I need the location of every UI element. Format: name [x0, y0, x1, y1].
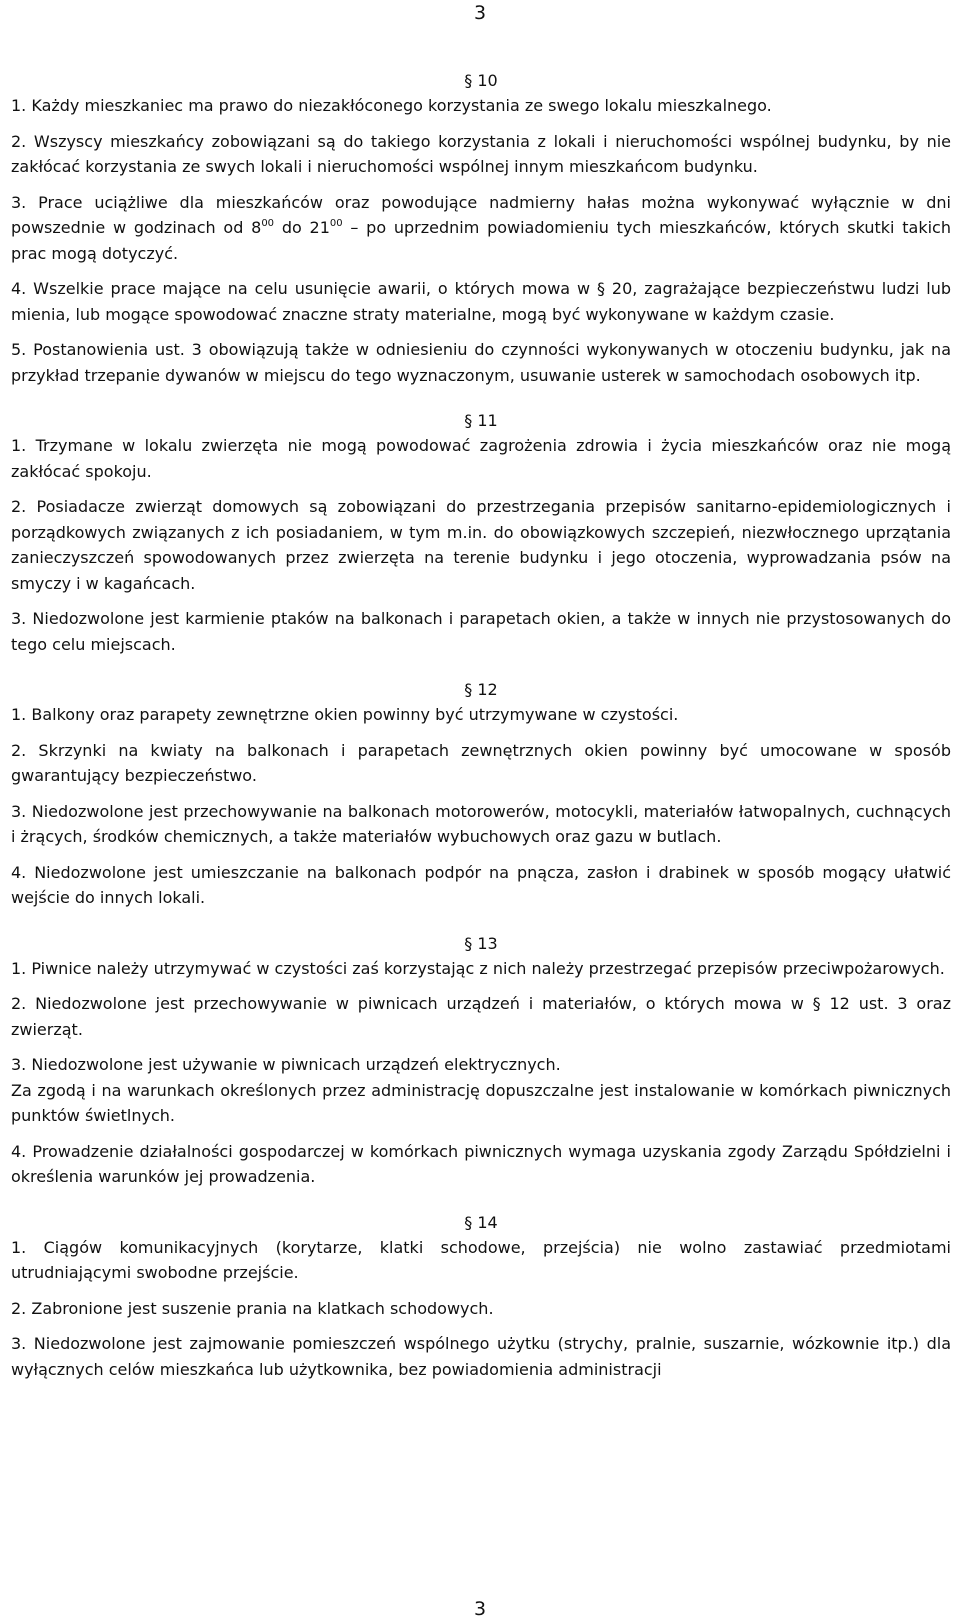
section-title: § 12	[464, 680, 498, 699]
section-11	[11, 408, 951, 657]
paragraph: 2. Posiadacze zwierząt domowych są zobowiązani do przestrzegania przepisów sanitarno-epidemiologicznych i porządkowych związanych z ich posiadaniem, w tym m.in. do obowiązkowych szczepień, niezwłocznego uprzątania zanieczyszczeń spowodowanych przez zwierzęta na terenie budynku i jego otoczenia, wyprowadzania psów na smyczy i w kagańcach.	[11, 497, 951, 593]
paragraph: 4. Prowadzenie działalności gospodarczej w komórkach piwnicznych wymaga uzyskania zgody Zarządu Spółdzielni i określenia warunków jej prowadzenia.	[11, 1141, 951, 1186]
paragraph-text: – po uprzednim powiadomieniu tych mieszkańców, których skutki takich prac mogą dotyczyć.	[11, 218, 951, 263]
paragraph-text: 3. Prace uciążliwe dla mieszkańców oraz powodujące nadmierny hałas można wykonywać wyłącznie w dni powszednie w godzinach od 8	[11, 192, 951, 237]
paragraph: 2. Zabronione jest suszenie prania na klatkach schodowych.	[11, 1298, 494, 1318]
section-14	[11, 1210, 951, 1383]
paragraph: 3. Niedozwolone jest karmienie ptaków na balkonach i parapetach okien, a także w innych nie przystosowanych do tego celu miejscach.	[11, 609, 951, 654]
section-title: § 11	[464, 411, 498, 430]
paragraph: 5. Postanowienia ust. 3 obowiązują także w odniesieniu do czynności wykonywanych w otoczeniu budynku, jak na przykład trzepanie dywanów w miejscu do tego wyznaczonym, usuwanie usterek w samochodach osobowych itp.	[11, 340, 951, 385]
paragraph: 1. Piwnice należy utrzymywać w czystości zaś korzystając z nich należy przestrzegać przepisów przeciwpożarowych.	[11, 958, 945, 978]
paragraph: 1. Ciągów komunikacyjnych (korytarze, klatki schodowe, przejścia) nie wolno zastawiać przedmiotami utrudniającymi swobodne przejście.	[11, 1237, 951, 1282]
paragraph	[11, 190, 951, 267]
superscript: 00	[329, 218, 343, 229]
paragraph: 3. Niedozwolone jest używanie w piwnicach urządzeń elektrycznych.	[11, 1055, 561, 1074]
superscript: 00	[261, 218, 275, 229]
section-title: § 14	[464, 1212, 498, 1232]
document-body	[0, 68, 960, 1392]
page-number-top: 3	[473, 2, 487, 24]
paragraph: 2. Skrzynki na kwiaty na balkonach i parapetach zewnętrznych okien powinny być umocowane w sposób gwarantujący bezpieczeństwo.	[11, 740, 951, 785]
paragraph: 4. Wszelkie prace mające na celu usunięcie awarii, o których mowa w § 20, zagrażające bezpieczeństwu ludzi lub mienia, lub mogące spowodować znaczne straty materialne, mogą być wykonywane w każdym czasie.	[11, 279, 951, 324]
paragraph-text: do 21	[274, 218, 330, 237]
paragraph: 1. Balkony oraz parapety zewnętrzne okien powinny być utrzymywane w czystości.	[11, 705, 679, 724]
section-12	[11, 677, 951, 911]
paragraph: 3. Niedozwolone jest przechowywanie na balkonach motorowerów, motocykli, materiałów łatwopalnych, cuchnących i żrących, środków chemicznych, a także materiałów wybuchowych oraz gazu w butlach.	[11, 801, 951, 846]
paragraph: 2. Niedozwolone jest przechowywanie w piwnicach urządzeń i materiałów, o których mowa w § 12 ust. 3 oraz zwierząt.	[11, 994, 951, 1039]
paragraph: 1. Trzymane w lokalu zwierzęta nie mogą powodować zagrożenia zdrowia i życia mieszkańców oraz nie mogą zakłócać spokoju.	[11, 436, 951, 481]
paragraph: 3. Niedozwolone jest zajmowanie pomieszczeń wspólnego użytku (strychy, pralnie, suszarnie, wózkownie itp.) dla wyłącznych celów mieszkańca lub użytkownika, bez powiadomienia administracji	[11, 1334, 951, 1379]
section-10	[11, 68, 951, 388]
section-title: § 10	[464, 71, 498, 90]
paragraph: Za zgodą i na warunkach określonych przez administrację dopuszczalne jest instalowanie w komórkach piwnicznych punktów świetlnych.	[11, 1080, 951, 1125]
page-number-bottom: 3	[473, 1598, 487, 1620]
section-title: § 13	[464, 933, 498, 953]
section-13	[11, 931, 951, 1190]
paragraph: 2. Wszyscy mieszkańcy zobowiązani są do takiego korzystania z lokali i nieruchomości wspólnej budynku, by nie zakłócać korzystania ze swych lokali i nieruchomości wspólnej innym mieszkańcom budynku.	[11, 131, 951, 176]
paragraph: 4. Niedozwolone jest umieszczanie na balkonach podpór na pnącza, zasłon i drabinek w sposób mogący ułatwić wejście do innych lokali.	[11, 862, 951, 907]
paragraph: 1. Każdy mieszkaniec ma prawo do niezakłóconego korzystania ze swego lokalu mieszkalnego.	[11, 96, 772, 115]
